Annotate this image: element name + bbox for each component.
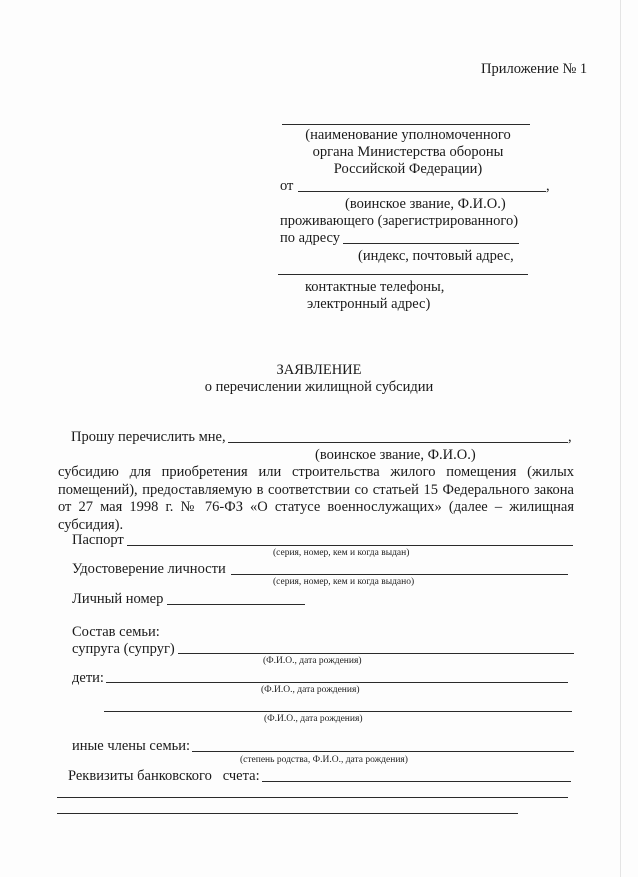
document-subtitle: о перечислении жилищной субсидии	[204, 379, 434, 395]
request-comma: ,	[568, 429, 572, 445]
personal-number-line[interactable]	[167, 604, 305, 605]
authority-caption-2: органа Министерства обороны	[312, 144, 504, 160]
children-line-1[interactable]	[106, 682, 568, 683]
personal-number-label: Личный номер	[72, 591, 164, 607]
contacts-caption-2: электронный адрес)	[307, 296, 431, 312]
passport-caption: (серия, номер, кем и когда выдан)	[273, 548, 410, 558]
other-members-caption: (степень родства, Ф.И.О., дата рождения)	[240, 755, 408, 765]
from-comma: ,	[546, 178, 550, 194]
spouse-label: супруга (супруг)	[72, 641, 175, 657]
bank-details-line-2[interactable]	[57, 797, 568, 798]
address-line[interactable]	[343, 243, 519, 244]
request-label: Прошу перечислить мне,	[71, 429, 226, 445]
request-paragraph: субсидию для приобретения или строительства жилого помещения (жилых помещений), предоставляемую в соответствии со статьей 15 Федерального закона от 27 мая 1998 г. № 76-ФЗ «О статусе военнослужащих» (далее – жилищная субсидия).	[58, 464, 574, 533]
passport-line[interactable]	[127, 545, 573, 546]
document-title: ЗАЯВЛЕНИЕ	[276, 362, 362, 378]
authority-caption-1: (наименование уполномоченного	[305, 127, 511, 143]
id-caption: (серия, номер, кем и когда выдано)	[273, 577, 415, 587]
passport-label: Паспорт	[72, 532, 124, 548]
request-name-line[interactable]	[228, 442, 568, 443]
from-caption: (воинское звание, Ф.И.О.)	[345, 196, 506, 212]
authority-caption-3: Российской Федерации)	[333, 161, 483, 177]
spouse-caption: (Ф.И.О., дата рождения)	[263, 656, 362, 666]
authority-name-line[interactable]	[282, 124, 530, 125]
children-caption-1: (Ф.И.О., дата рождения)	[261, 685, 360, 695]
id-line[interactable]	[231, 574, 568, 575]
bank-details-label: Реквизиты банковского счета:	[68, 768, 260, 784]
address-label: по адресу	[280, 230, 340, 246]
from-label: от	[280, 178, 294, 194]
scan-edge	[620, 0, 621, 877]
address-caption: (индекс, почтовый адрес,	[358, 248, 514, 264]
spouse-line[interactable]	[178, 653, 574, 654]
bank-details-line-3[interactable]	[57, 813, 518, 814]
children-label: дети:	[72, 670, 104, 686]
children-caption-2: (Ф.И.О., дата рождения)	[264, 714, 363, 724]
from-line[interactable]	[298, 191, 546, 192]
other-members-label: иные члены семьи:	[72, 738, 191, 754]
residing-label: проживающего (зарегистрированного)	[280, 213, 519, 229]
request-caption: (воинское звание, Ф.И.О.)	[315, 447, 476, 463]
children-line-2[interactable]	[104, 711, 572, 712]
address-line-2[interactable]	[278, 274, 528, 275]
family-heading: Состав семьи:	[72, 624, 160, 640]
contacts-caption-1: контактные телефоны,	[305, 279, 445, 295]
bank-details-line-1[interactable]	[262, 781, 571, 782]
appendix-label: Приложение № 1	[481, 61, 588, 77]
id-label: Удостоверение личности	[72, 561, 226, 577]
other-members-line[interactable]	[192, 751, 574, 752]
